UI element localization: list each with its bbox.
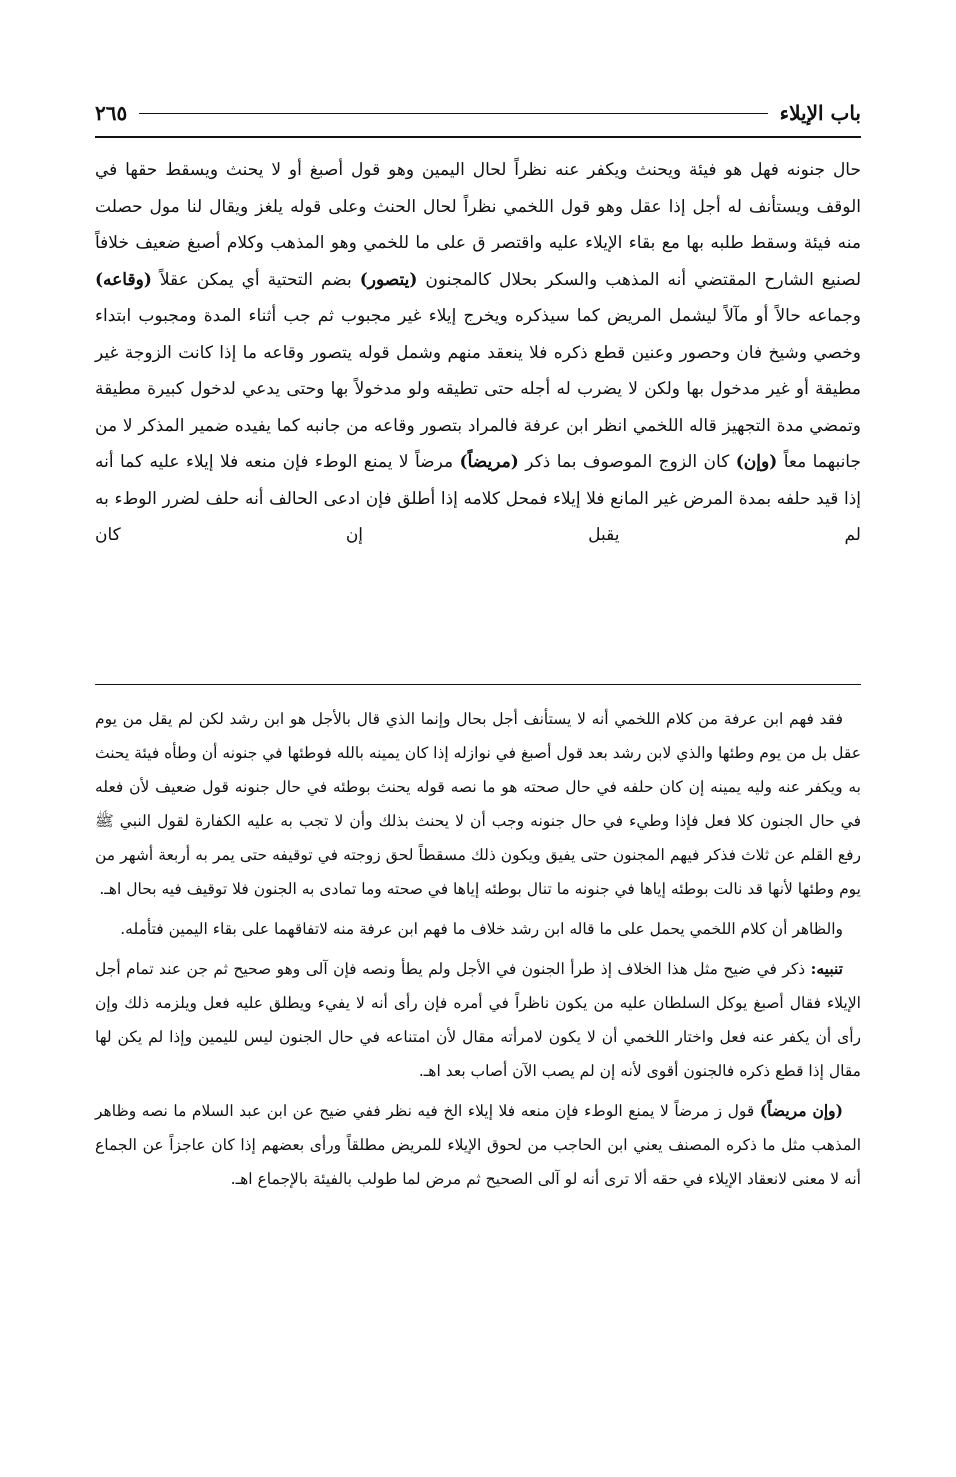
- footnote-text: ذكر في ضيح مثل هذا الخلاف إذ طرأ الجنون في الأجل ولم يطأ ونصه فإن آلى وهو صحيح ثم جن عند تمام أجل الإيلاء فقال أصبغ يوكل السلطان عليه من يكون ناظراً في أمره فإن رأى أنه لا يفيء ويطلق عليه فعل ويلزمه ذلك وإن رأى أن يكفر عنه فعل واختار اللخمي أن لا يكون لامرأته مقال لأن امتناعه في حال الجنون ليس لليمين وإذا لم يكن لها مقال إذا قطع ذكره فالجنون أقوى لأنه إن لم يصب الآن أصاب بعد اهـ.: [95, 960, 861, 1080]
- keyword-wa-in: (وإن): [735, 452, 778, 472]
- footnote-text: قول ز مرضاً لا يمنع الوطء فإن منعه فلا إيلاء الخ فيه نظر ففي ضيح عن ابن عبد السلام ما نصه وظاهر المذهب مثل ما ذكره المصنف يعني ابن الحاجب من لحوق الإيلاء للمريض مطلقاً ورأى بعضهم إذا كان عاجزاً عن الجماع أنه لا معنى لانعقاد الإيلاء في حقه ألا ترى أنه لو آلى الصحيح ثم مرض لما طولب بالفيئة بالإجماع اهـ.: [95, 1102, 861, 1188]
- main-text-segment: وجماعه حالاً أو مآلاً ليشمل المريض كما سيذكره ويخرج إيلاء غير مجبوب ثم جب أثناء المدة ومجبوب ابتداء وخصي وشيخ فان وحصور وعنين قطع ذكره فلا ينعقد منهم وشمل قوله يتصور وقاعه ما إذا كانت الزوجة غير مطيقة أو غير مدخول بها ولكن لا يضرب له أجله حتى تطيقه ولو مدخولاً بها وحتى يدعي لدخول كبيرة مطيقة وتمضي مدة التجهيز قاله اللخمي انظر ابن عرفة فالمراد بتصور وقاعه من جانبه كما يفيده ضمير المذكر لا من جانبهما معاً: [95, 306, 861, 472]
- footnote-paragraph: فقد فهم ابن عرفة من كلام اللخمي أنه لا يستأنف أجل بحال وإنما الذي قال بالأجل هو ابن رشد لكن لم يقل من يوم عقل بل من يوم وطئها والذي لابن رشد بعد قول أصبغ في نوازله إذا كان يمينه بالله فوطئها في جنونه أن وطأه فيئة يحنث به ويكفر عنه وليه يمينه إن كان حلفه في حال صحته هو ما نصه قوله يحنث بوطئه في حال جنونه قول ضعيف لأن فعله في حال الجنون كلا فعل فإذا وطيء في حال جنونه وجب أن لا يحنث بذلك وأن لا تجب به عليه الكفارة لقول النبي ﷺ رفع القلم عن ثلاث فذكر فيهم المجنون حتى يفيق ويكون ذلك مسقطاً لحق زوجته في توقيفه حتى يمر به أربعة أشهر من يوم وطئها لأنها قد نالت بوطئه إياها في جنونه ما تنال بوطئه إياها في صحته وما تمادى به الجنون فلا توقيف فيه بحال اهـ.: [95, 710, 861, 898]
- footnotes: [95, 702, 861, 1202]
- footnote-paragraph: [95, 1094, 861, 1196]
- footnote-paragraph: والظاهر أن كلام اللخمي يحمل على ما قاله ابن رشد خلاف ما فهم ابن عرفة منه لاتفاقهما على بقاء اليمين فتأمله.: [120, 920, 843, 938]
- main-text-segment: بضم التحتية أي يمكن عقلاً: [159, 269, 352, 290]
- chapter-title: باب الإيلاء: [779, 101, 861, 125]
- main-text-segment: كان الزوج الموصوف بما ذكر: [525, 452, 730, 472]
- header-rule: [139, 113, 767, 114]
- running-header: [95, 96, 861, 130]
- keyword-mareedan: (مريضاً): [459, 452, 519, 472]
- keyword-yatasawwar: (يتصور): [359, 269, 418, 290]
- note-label-wa-in-mareedan: (وإن مريضاً): [759, 1101, 843, 1120]
- main-text: [95, 152, 861, 554]
- footnote-paragraph: [95, 952, 861, 1088]
- keyword-wiqaahu: (وقاعه): [95, 269, 152, 290]
- note-label-tanbih: تنبيه:: [810, 959, 843, 978]
- main-text-segment: حال جنونه فهل هو فيئة ويحنث ويكفر عنه نظراً لحال اليمين وهو قول أصبغ أو لا يحنث ويسقط حقها في الوقف ويستأنف له أجل إذا عقل وهو قول اللخمي نظراً لحال الحنث وعلى قوله يلغز ويقال لنا مول حصلت منه فيئة وسقط طلبه بها مع بقاء الإيلاء عليه واقتصر ق على ما للخمي وهو المذهب وكلام أصبغ ضعيف خلافاً لصنيع الشارح المقتضي أنه المذهب والسكر بحلال كالمجنون: [95, 160, 862, 290]
- page-number: ٢٦٥: [95, 101, 128, 125]
- footnote-divider: [95, 684, 861, 685]
- main-paragraph: [95, 152, 861, 554]
- main-text-segment: مرضاً لا يمنع الوطء فإن منعه فلا إيلاء عليه كما أنه إذا قيد حلفه بمدة المرض غير المانع فلا إيلاء فمحل كلامه إذا أطلق فإن ادعى الحالف أنه حلف لضرر الوطء به لم يقبل إن كان: [95, 452, 861, 545]
- header-underline: [95, 136, 861, 138]
